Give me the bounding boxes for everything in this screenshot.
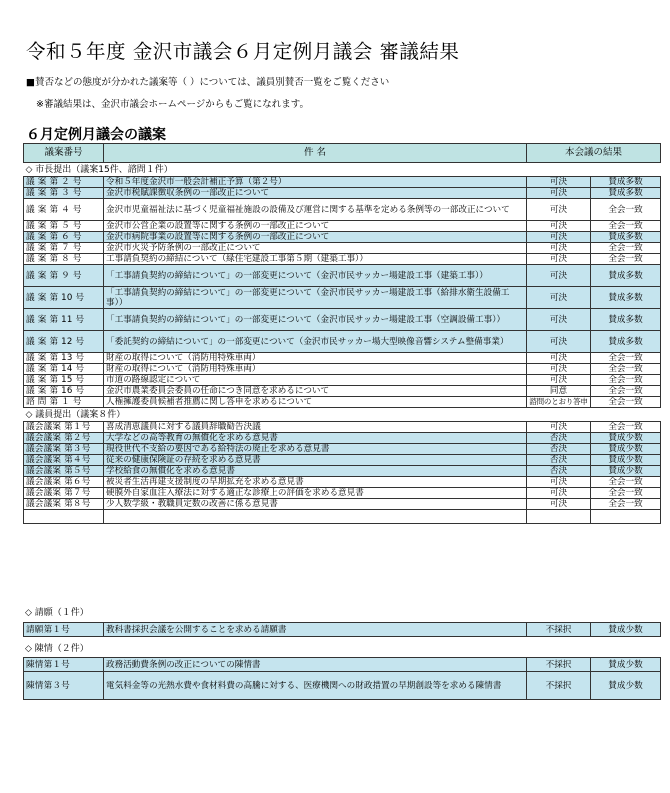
page-title: 令和５年度 金沢市議会６月定例月議会 審議結果 [26, 40, 460, 63]
row-result: 可決 [527, 488, 591, 499]
row-result: 可決 [527, 199, 591, 221]
row-name: 金沢市病院事業の設置等に関する条例の一部改正について [104, 232, 527, 243]
bills-table [23, 143, 661, 524]
header-name: 件 名 [104, 144, 527, 163]
row-num: 議 案 第 ６ 号 [24, 232, 104, 243]
row-vote: 全会一致 [591, 221, 661, 232]
table-row [24, 177, 661, 188]
row-name: 市道の路線認定について [104, 375, 527, 386]
table-row [24, 265, 661, 287]
row-num: 議 案 第 12 号 [24, 331, 104, 353]
row-vote: 賛成少数 [591, 672, 661, 700]
row-vote: 全会一致 [591, 375, 661, 386]
row-num: 議 案 第 ４ 号 [24, 199, 104, 221]
group-label-appeal: ◇ 陳情（２件） [25, 644, 89, 654]
row-vote: 賛成多数 [591, 309, 661, 331]
row-name: 電気料金等の光熱水費や食材料費の高騰に対する、医療機関への財政措置の早期創設等を求める陳情書 [104, 672, 527, 700]
row-result: 可決 [527, 287, 591, 309]
row-result: 可決 [527, 364, 591, 375]
table-row [24, 466, 661, 477]
row-name: 金沢市公営企業の設置等に関する条例の一部改正について [104, 221, 527, 232]
row-name: 令和５年度金沢市一般会計補正予算（第２号） [104, 177, 527, 188]
row-vote: 全会一致 [591, 353, 661, 364]
group-label-mayor: ◇ 市長提出（議案15件、諮問１件） [24, 163, 661, 177]
group-label-members: ◇ 議員提出（議案８件） [24, 408, 661, 422]
row-result: 可決 [527, 309, 591, 331]
table-row [24, 477, 661, 488]
row-name: 金沢市税賦課徴収条例の一部改正について [104, 188, 527, 199]
table-row [24, 444, 661, 455]
row-result: 可決 [527, 499, 591, 510]
appeal-table [23, 657, 661, 700]
table-row [24, 672, 661, 700]
table-row [24, 188, 661, 199]
row-name: 財産の取得について（消防用特殊車両） [104, 364, 527, 375]
row-num: 議 案 第 ２ 号 [24, 177, 104, 188]
row-num: 陳情第３号 [24, 672, 104, 700]
table-row [24, 488, 661, 499]
row-vote: 賛成多数 [591, 188, 661, 199]
row-name: 被災者生活再建支援制度の早期拡充を求める意見書 [104, 477, 527, 488]
row-vote: 全会一致 [591, 422, 661, 433]
table-row [24, 422, 661, 433]
row-result: 否決 [527, 466, 591, 477]
table-header [24, 144, 661, 163]
row-result: 不採択 [527, 623, 591, 637]
row-vote: 全会一致 [591, 199, 661, 221]
vote-note: ■賛否などの態度が分かれた議案等（ ）については、議員別賛否一覧をご覧ください [26, 77, 390, 88]
row-name: 「委託契約の締結について」の一部変更について（金沢市民サッカー場大型映像音響システム整備事業） [104, 331, 527, 353]
row-vote: 賛成多数 [591, 331, 661, 353]
row-name: 政務活動費条例の改正についての陳情書 [104, 658, 527, 672]
row-name: 金沢市火災予防条例の一部改正について [104, 243, 527, 254]
row-name: 「工事請負契約の締結について」の一部変更について（金沢市民サッカー場建設工事（給排水衛生設備工事）） [104, 287, 527, 309]
row-result: 可決 [527, 188, 591, 199]
row-num: 諮 問 第 １ 号 [24, 397, 104, 408]
row-result: 諮問のとおり答申 [527, 397, 591, 408]
row-name: 工事請負契約の締結について（緑住宅建設工事第５期（建築工事）） [104, 254, 527, 265]
row-vote: 賛成多数 [591, 265, 661, 287]
row-num: 議 案 第 10 号 [24, 287, 104, 309]
row-result: 可決 [527, 265, 591, 287]
group-label-petition: ◇ 請願（１件） [25, 608, 89, 618]
row-vote: 全会一致 [591, 386, 661, 397]
header-num: 議案番号 [24, 144, 104, 163]
group-row-mayor [24, 163, 661, 177]
row-vote: 全会一致 [591, 397, 661, 408]
table-row [24, 199, 661, 221]
table-row [24, 375, 661, 386]
row-num: 陳情第１号 [24, 658, 104, 672]
table-row [24, 353, 661, 364]
row-name: 大学などの高等教育の無償化を求める意見書 [104, 433, 527, 444]
row-name: 財産の取得について（消防用特殊車両） [104, 353, 527, 364]
table-row [24, 331, 661, 353]
table-row [24, 397, 661, 408]
row-vote: 賛成少数 [591, 444, 661, 455]
row-result: 否決 [527, 433, 591, 444]
row-num: 議会議案 第５号 [24, 466, 104, 477]
row-name: 「工事請負契約の締結について」の一部変更について（金沢市民サッカー場建設工事（建築工事）） [104, 265, 527, 287]
row-vote: 賛成少数 [591, 658, 661, 672]
table-row [24, 309, 661, 331]
row-result: 可決 [527, 221, 591, 232]
row-vote: 全会一致 [591, 488, 661, 499]
row-result: 可決 [527, 254, 591, 265]
row-name: 学校給食の無償化を求める意見書 [104, 466, 527, 477]
row-num: 議 案 第 ３ 号 [24, 188, 104, 199]
table-row [24, 254, 661, 265]
row-vote: 全会一致 [591, 477, 661, 488]
row-num: 議 案 第 13 号 [24, 353, 104, 364]
row-vote: 賛成少数 [591, 623, 661, 637]
row-num: 議会議案 第１号 [24, 422, 104, 433]
row-num: 議会議案 第３号 [24, 444, 104, 455]
row-vote: 全会一致 [591, 243, 661, 254]
table-row [24, 499, 661, 510]
row-num: 議 案 第 ９ 号 [24, 265, 104, 287]
table-row [24, 221, 661, 232]
row-name: 現役世代不支給の要因である給特法の廃止を求める意見書 [104, 444, 527, 455]
row-result: 可決 [527, 422, 591, 433]
table-row [24, 658, 661, 672]
row-num: 議 案 第 ７ 号 [24, 243, 104, 254]
row-result: 可決 [527, 477, 591, 488]
row-result: 可決 [527, 243, 591, 254]
table-row [24, 287, 661, 309]
row-result: 否決 [527, 444, 591, 455]
row-num: 議 案 第 11 号 [24, 309, 104, 331]
section-title: ６月定例月議会の議案 [26, 127, 166, 143]
table-row [24, 364, 661, 375]
group-row-members [24, 408, 661, 422]
row-result: 不採択 [527, 658, 591, 672]
table-row [24, 243, 661, 254]
petition-table [23, 622, 661, 637]
row-name: 金沢市児童福祉法に基づく児童福祉施設の設備及び運営に関する基準を定める条例等の一部改正について [104, 199, 527, 221]
row-name: 喜成清恵議員に対する議員辞職勧告決議 [104, 422, 527, 433]
row-vote: 全会一致 [591, 254, 661, 265]
row-num: 議 案 第 16 号 [24, 386, 104, 397]
row-num: 議 案 第 ８ 号 [24, 254, 104, 265]
table-row [24, 623, 661, 637]
row-name: 硬膜外自家血注入療法に対する適正な診療上の評価を求める意見書 [104, 488, 527, 499]
row-num: 議会議案 第２号 [24, 433, 104, 444]
header-result: 本会議の結果 [527, 144, 661, 163]
row-vote: 全会一致 [591, 499, 661, 510]
row-result: 可決 [527, 353, 591, 364]
row-result: 可決 [527, 375, 591, 386]
table-row [24, 386, 661, 397]
row-result: 同意 [527, 386, 591, 397]
row-result: 可決 [527, 177, 591, 188]
row-result: 否決 [527, 455, 591, 466]
row-num: 議会議案 第７号 [24, 488, 104, 499]
row-num: 請願第１号 [24, 623, 104, 637]
row-num: 議 案 第 14 号 [24, 364, 104, 375]
row-name: 教科書採択会議を公開することを求める請願書 [104, 623, 527, 637]
blank-row [24, 510, 661, 524]
row-name: 少人数学級・教職員定数の改善に係る意見書 [104, 499, 527, 510]
row-vote: 全会一致 [591, 364, 661, 375]
row-name: 金沢市農業委員会委員の任命につき同意を求めるについて [104, 386, 527, 397]
row-result: 不採択 [527, 672, 591, 700]
row-num: 議会議案 第４号 [24, 455, 104, 466]
row-num: 議 案 第 15 号 [24, 375, 104, 386]
row-vote: 賛成少数 [591, 466, 661, 477]
row-vote: 賛成少数 [591, 433, 661, 444]
row-result: 可決 [527, 331, 591, 353]
row-vote: 賛成多数 [591, 232, 661, 243]
row-result: 可決 [527, 232, 591, 243]
row-vote: 賛成多数 [591, 287, 661, 309]
table-row [24, 433, 661, 444]
table-row [24, 455, 661, 466]
row-num: 議会議案 第８号 [24, 499, 104, 510]
row-vote: 賛成少数 [591, 455, 661, 466]
row-name: 「工事請負契約の締結について」の一部変更について（金沢市民サッカー場建設工事（空調設備工事）） [104, 309, 527, 331]
website-note: ※審議結果は、金沢市議会ホームページからもご覧になれます。 [36, 99, 310, 110]
row-name: 人権擁護委員候補者推薦に関し答申を求めるについて [104, 397, 527, 408]
row-vote: 賛成多数 [591, 177, 661, 188]
table-row [24, 232, 661, 243]
row-name: 従来の健康保険証の存続を求める意見書 [104, 455, 527, 466]
row-num: 議会議案 第６号 [24, 477, 104, 488]
row-num: 議 案 第 ５ 号 [24, 221, 104, 232]
